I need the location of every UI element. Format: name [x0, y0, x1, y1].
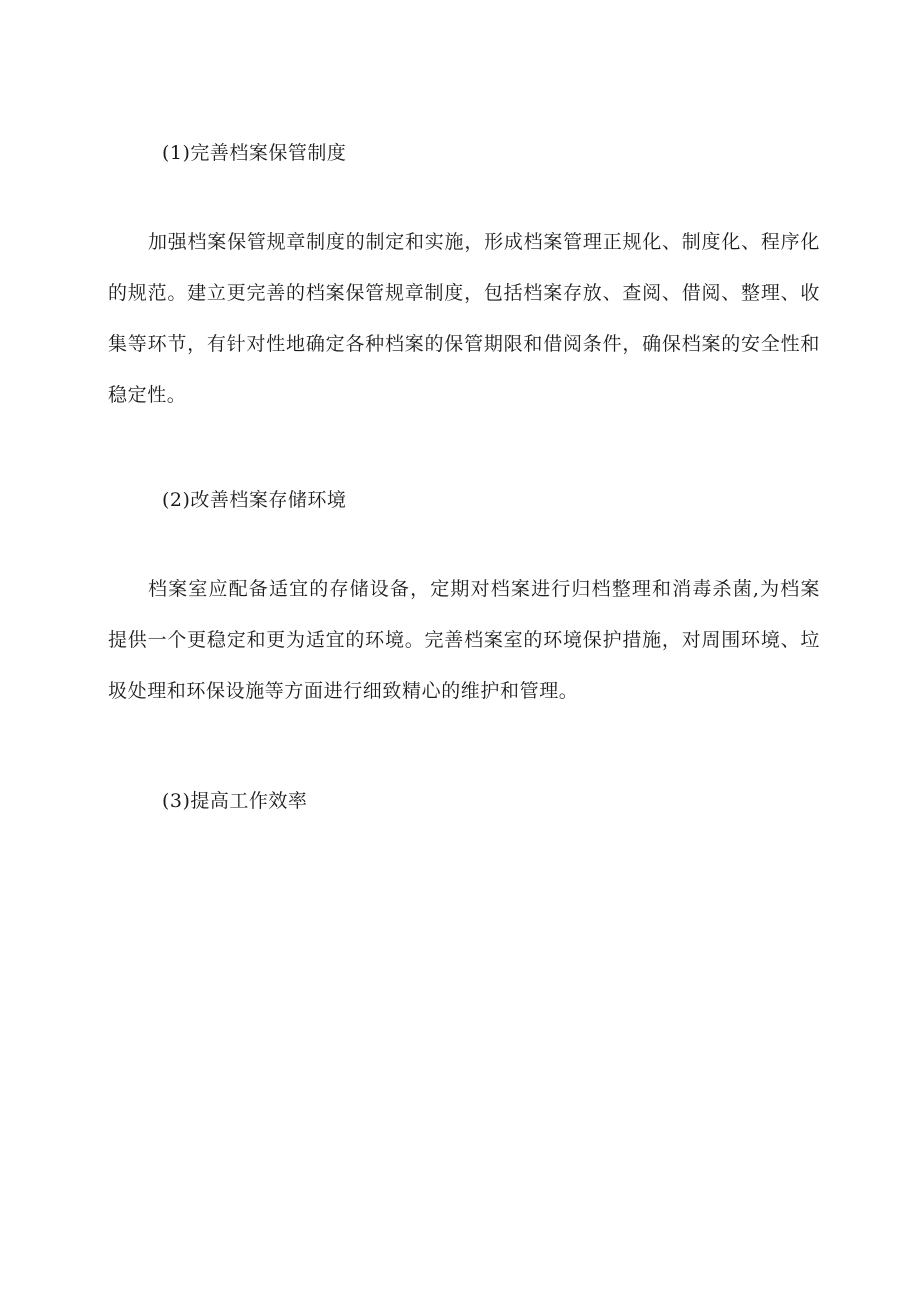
section-heading-2: (2)改善档案存储环境: [162, 489, 347, 511]
section-paragraph-1: 加强档案保管规章制度的制定和实施，形成档案管理正规化、制度化、程序化的规范。建立更完善的档案保管规章制度，包括档案存放、查阅、借阅、整理、收集等环节，有针对性地确定各种档案的保管期限和借阅条件，确保档案的安全性和稳定性。: [108, 231, 820, 406]
section-paragraph-2: 档案室应配备适宜的存储设备，定期对档案进行归档整理和消毒杀菌,为档案提供一个更稳定和更为适宜的环境。完善档案室的环境保护措施，对周围环境、垃圾处理和环保设施等方面进行细致精心的维护和管理。: [108, 578, 820, 702]
section-heading-1: (1)完善档案保管制度: [162, 142, 347, 164]
section-heading-3: (3)提高工作效率: [162, 790, 308, 812]
